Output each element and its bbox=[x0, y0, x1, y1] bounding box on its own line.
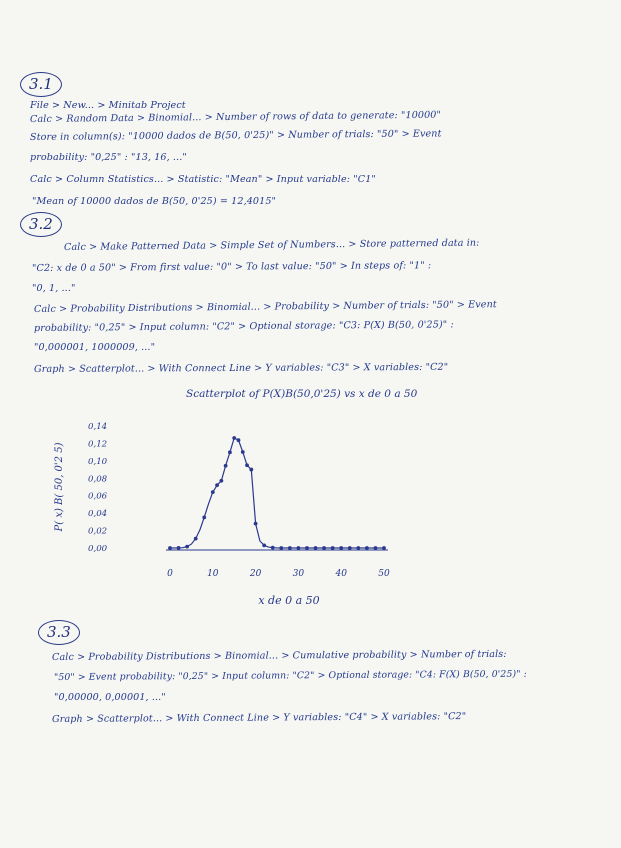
data-point bbox=[232, 436, 236, 440]
section-label-3-1: 3.1 bbox=[20, 72, 62, 97]
s2-line-1: Calc > Make Patterned Data > Simple Set of Numbers... > Store patterned data in: bbox=[63, 237, 480, 253]
s1-line-2: Calc > Random Data > Binomial... > Number of rows of data to generate: "10000" bbox=[29, 109, 442, 125]
data-point bbox=[374, 546, 378, 550]
data-point bbox=[339, 546, 343, 550]
data-point bbox=[245, 463, 249, 467]
y-tick-label: 0,02 bbox=[88, 526, 108, 537]
s3-line-3: "0,00000, 0,00001, ..." bbox=[54, 692, 166, 703]
x-tick-label: 40 bbox=[335, 569, 347, 579]
data-point bbox=[297, 546, 301, 550]
y-tick-label: 0,00 bbox=[88, 544, 108, 554]
binomial-pmf-chart bbox=[0, 398, 621, 628]
s1-line-4: probability: "0,25" : "13, 16, ..." bbox=[30, 152, 187, 163]
y-tick-label: 0,14 bbox=[88, 422, 108, 432]
s3-line-2: "50" > Event probability: "0,25" > Input column: "C2" > Optional storage: "C4: F(X) B(50, 0'25)" : bbox=[53, 668, 527, 683]
s1-line-3: Store in column(s): "10000 dados de B(50, 0'25)" > Number of trials: "50" > Event bbox=[29, 128, 442, 143]
s2-line-3: "0, 1, ..." bbox=[32, 283, 76, 294]
y-tick-label: 0,12 bbox=[88, 439, 108, 450]
data-point bbox=[254, 522, 258, 526]
data-point bbox=[305, 546, 309, 550]
data-point bbox=[215, 483, 219, 487]
data-point bbox=[249, 468, 253, 472]
data-point bbox=[237, 438, 241, 442]
data-point bbox=[185, 545, 189, 549]
section-label-3-3: 3.3 bbox=[38, 620, 80, 645]
chart-title: Scatterplot of P(X)B(50,0'25) vs x de 0 a 50 bbox=[186, 388, 418, 400]
s2-line-7: Graph > Scatterplot... > With Connect Line > Y variables: "C3" > X variables: "C2" bbox=[33, 361, 449, 375]
y-tick-label: 0,06 bbox=[88, 491, 108, 502]
data-point bbox=[168, 546, 172, 550]
data-point bbox=[202, 516, 206, 520]
x-tick-label: 10 bbox=[207, 569, 219, 579]
data-point bbox=[271, 546, 275, 550]
s2-line-6: "0,000001, 1000009, ..." bbox=[34, 342, 156, 353]
data-point bbox=[219, 479, 223, 483]
data-point bbox=[322, 546, 326, 550]
y-axis-label: P( x) B( 50, 0'2 5) bbox=[54, 442, 65, 532]
data-point bbox=[314, 546, 318, 550]
data-point bbox=[228, 450, 232, 454]
y-tick-label: 0,10 bbox=[88, 456, 108, 467]
x-tick-label: 50 bbox=[378, 569, 390, 579]
data-point bbox=[288, 546, 292, 550]
s2-line-2: "C2: x de 0 a 50" > From first value: "0" > To last value: "50" > In steps of: "1" : bbox=[31, 260, 432, 274]
x-axis-label: x de 0 a 50 bbox=[258, 594, 320, 607]
data-point bbox=[331, 546, 335, 550]
s1-line-6: "Mean of 10000 dados de B(50, 0'25) = 12,4015" bbox=[32, 196, 277, 207]
data-point bbox=[241, 450, 245, 454]
y-tick-label: 0,04 bbox=[88, 509, 108, 520]
data-point bbox=[224, 464, 228, 468]
x-tick-label: 30 bbox=[292, 569, 305, 579]
s3-line-4: Graph > Scatterplot... > With Connect Line > Y variables: "C4" > X variables: "C2" bbox=[51, 711, 467, 725]
data-point bbox=[262, 543, 266, 547]
s1-line-1: File > New... > Minitab Project bbox=[30, 100, 186, 111]
section-label-3-2: 3.2 bbox=[20, 212, 62, 237]
x-tick-label: 20 bbox=[249, 569, 262, 579]
x-tick-label: 0 bbox=[167, 569, 173, 579]
data-point bbox=[211, 490, 215, 494]
data-point bbox=[348, 546, 352, 550]
data-point bbox=[194, 537, 198, 541]
data-point bbox=[177, 546, 181, 550]
data-point bbox=[279, 546, 283, 550]
s2-line-4: Calc > Probability Distributions > Binomial... > Probability > Number of trials: "50" > Event bbox=[33, 299, 497, 315]
data-point bbox=[365, 546, 369, 550]
s1-line-5: Calc > Column Statistics... > Statistic: "Mean" > Input variable: "C1" bbox=[30, 174, 376, 185]
s3-line-1: Calc > Probability Distributions > Binomial... > Cumulative probability > Number of trials: bbox=[51, 648, 507, 663]
s2-line-5: probability: "0,25" > Input column: "C2" > Optional storage: "C3: P(X) B(50, 0'25)" : bbox=[33, 319, 454, 334]
data-point bbox=[356, 546, 360, 550]
data-point bbox=[382, 546, 386, 550]
y-tick-label: 0,08 bbox=[88, 474, 108, 485]
series-line-pmf bbox=[170, 438, 384, 548]
